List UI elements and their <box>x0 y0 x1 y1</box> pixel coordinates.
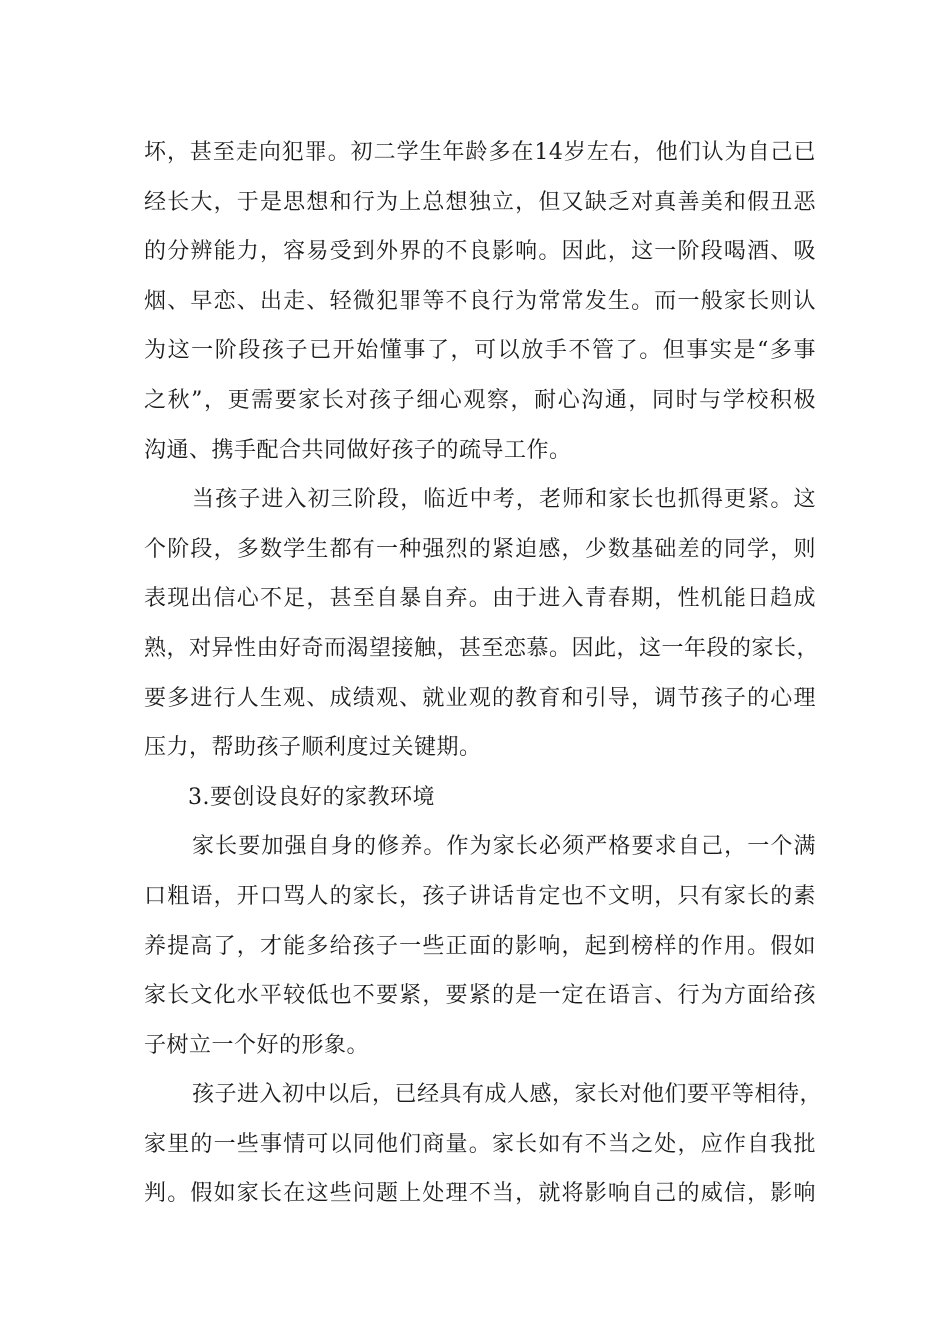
paragraph <box>144 128 816 475</box>
section-heading <box>144 773 816 823</box>
text-line: 家长要加强自身的修养。作为家长必须严格要求自己，一个满 <box>192 834 816 860</box>
text-line: 熟，对异性由好奇而渴望接触，甚至恋慕。因此，这一年段的家长， <box>144 635 820 661</box>
text-line: 判。假如家长在这些问题上处理不当，就将影响自己的威信，影响 <box>144 1181 816 1207</box>
paragraph <box>144 475 820 773</box>
text-line: 表现出信心不足，甚至自暴自弃。由于进入青春期，性机能日趋成 <box>144 586 816 612</box>
text-line: 养提高了，才能多给孩子一些正面的影响，起到榜样的作用。假如 <box>144 933 816 959</box>
text-line: 压力，帮助孩子顺利度过关键期。 <box>144 735 482 761</box>
text-line: 子树立一个好的形象。 <box>144 1032 370 1058</box>
text-line: 之秋”，更需要家长对孩子细心观察，耐心沟通，同时与学校积极 <box>144 387 816 413</box>
text-line: 的分辨能力，容易受到外界的不良影响。因此，这一阶段喝酒、吸 <box>144 239 816 265</box>
text-line: 家长文化水平较低也不要紧，要紧的是一定在语言、行为方面给孩 <box>144 983 816 1009</box>
text-line: 为这一阶段孩子已开始懂事了，可以放手不管了。但事实是“多事 <box>144 338 816 364</box>
text-line: 经长大，于是思想和行为上总想独立，但又缺乏对真善美和假丑恶 <box>144 189 816 215</box>
document-body <box>144 128 823 1219</box>
text-line: 家里的一些事情可以同他们商量。家长如有不当之处，应作自我批 <box>144 1131 816 1157</box>
text-line: 要多进行人生观、成绩观、就业观的教育和引导，调节孩子的心理 <box>144 685 816 711</box>
text-line: 沟通、携手配合共同做好孩子的疏导工作。 <box>144 437 572 463</box>
paragraph <box>144 822 816 1070</box>
text-line: 孩子进入初中以后，已经具有成人感，家长对他们要平等相待， <box>192 1082 823 1108</box>
text-line: 个阶段，多数学生都有一种强烈的紧迫感，少数基础差的同学，则 <box>144 536 816 562</box>
heading-text: 3.要创设良好的家教环境 <box>188 784 435 810</box>
text-line: 当孩子进入初三阶段，临近中考，老师和家长也抓得更紧。这 <box>192 487 816 513</box>
text-line: 坏，甚至走向犯罪。初二学生年龄多在14岁左右，他们认为自己已 <box>144 140 816 165</box>
text-line: 口粗语，开口骂人的家长，孩子讲话肯定也不文明，只有家长的素 <box>144 883 816 909</box>
text-line: 烟、早恋、出走、轻微犯罪等不良行为常常发生。而一般家长则认 <box>144 288 816 314</box>
paragraph <box>144 1070 823 1219</box>
